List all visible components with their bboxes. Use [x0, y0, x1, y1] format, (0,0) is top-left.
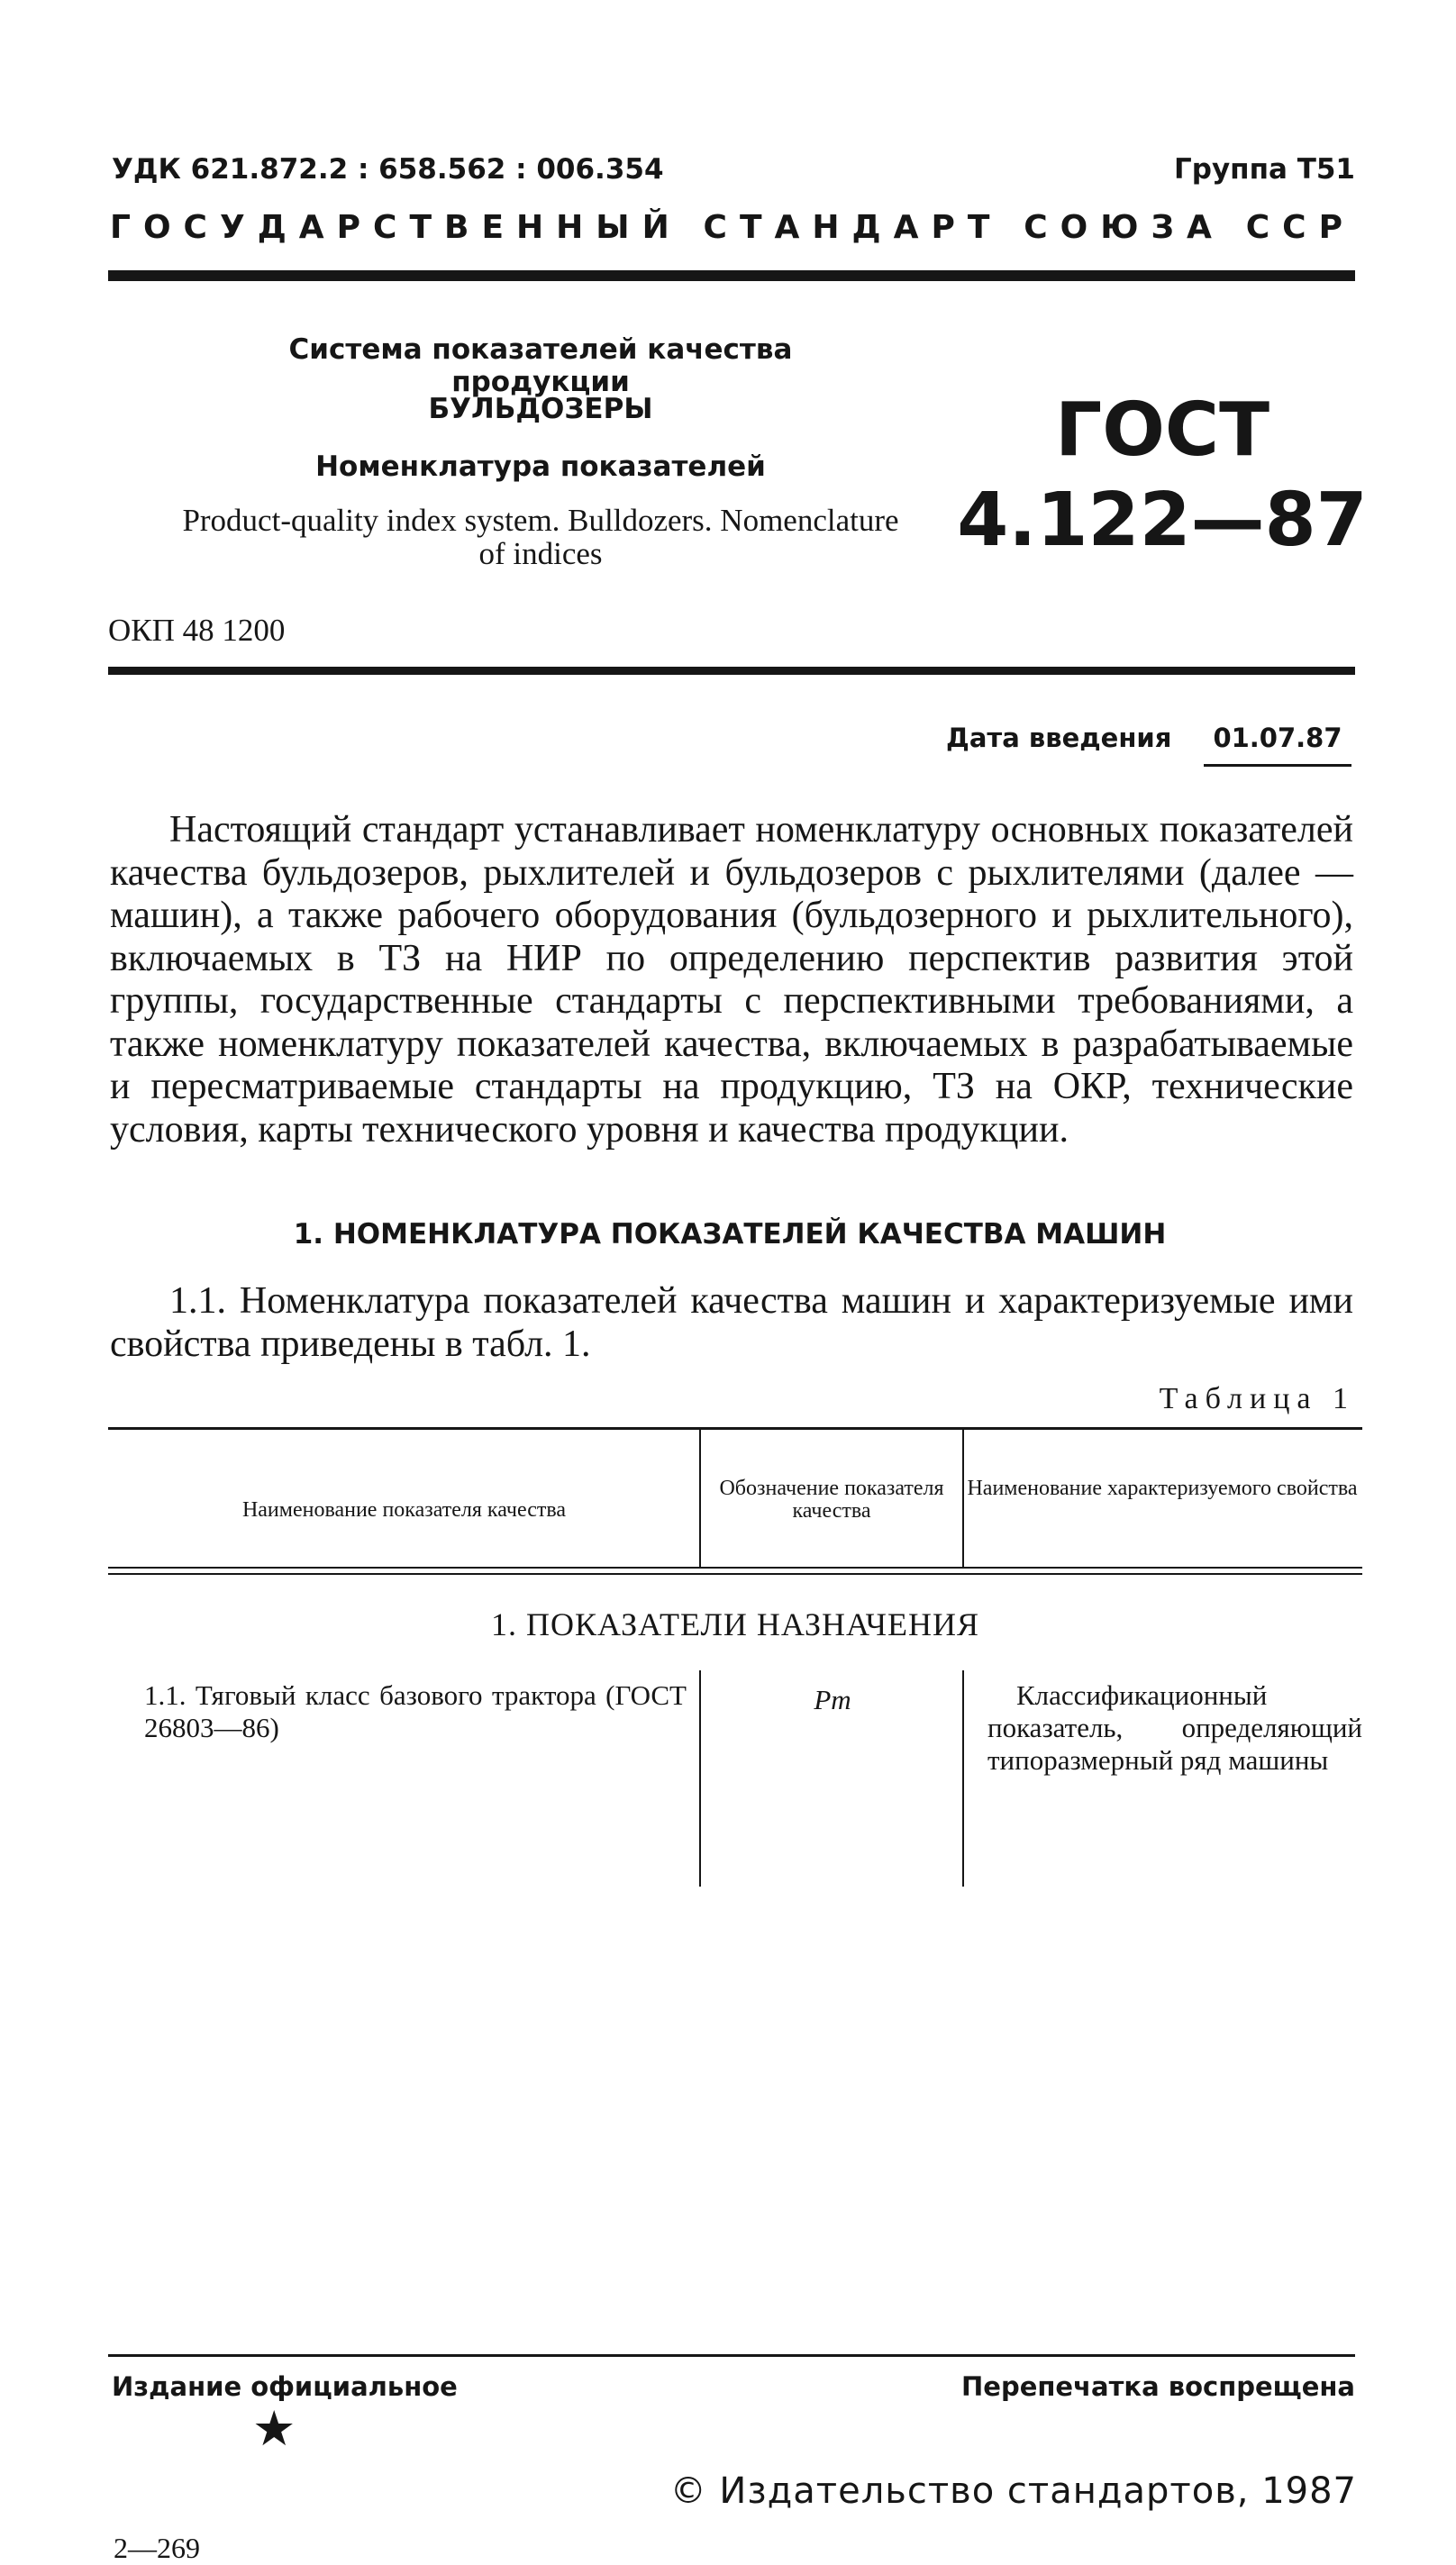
table-row-symbol: Pт: [814, 1684, 851, 1715]
table-caption: Таблица 1: [1159, 1382, 1355, 1415]
english-title: Product-quality index system. Bulldozers. Nomenclature of indices: [182, 503, 899, 571]
column-header-symbol: Обозначение показателя качества: [719, 1477, 944, 1523]
section-heading: 1. НОМЕНКЛАТУРА ПОКАЗАТЕЛЕЙ КАЧЕСТВА МАШИН: [293, 1218, 1167, 1251]
column-header-property: Наименование характеризуемого свойства: [967, 1477, 1358, 1500]
state-standard-word: СОЮЗА: [1024, 209, 1224, 246]
table-top-rule: [108, 1427, 1362, 1430]
header-double-rule: [108, 1567, 1362, 1569]
state-standard-word: ССР: [1245, 209, 1355, 246]
udk-code: УДК 621.872.2 : 658.562 : 006.354: [112, 153, 664, 186]
top-divider: [108, 270, 1355, 281]
intro-paragraph: Настоящий стандарт устанавливает номенклатуру основных показателей качества бульдозеров, рыхлителей и бульдозеров с рыхлителями (далее — машин), а также рабочего оборудования (бульдозерного и рыхлительного), включаемых в ТЗ на НИР по определению перспектив развития этой группы, государственные стандарты с перспективными требованиями, а также номенклатуру показателей качества, включаемых в разрабатываемые и пересматриваемые стандарты на продукцию, ТЗ на ОКР, технические условия, карты технического уровня и качества продукции.: [110, 809, 1353, 1151]
table-row-property: Классификационный показатель, определяющий типоразмерный ряд машины: [987, 1679, 1362, 1776]
page-code: 2—269: [114, 2532, 200, 2564]
header-column-divider: [699, 1430, 701, 1567]
body-column-divider: [962, 1670, 964, 1887]
table-row-name: 1.1. Тяговый класс базового трактора (ГОСТ 26803—86): [144, 1679, 687, 1743]
column-header-name: Наименование показателя качества: [241, 1498, 567, 1522]
reprint-notice: Перепечатка воспрещена: [961, 2371, 1355, 2402]
date-underline: [1204, 764, 1351, 767]
middle-divider: [108, 667, 1355, 675]
state-standard-word: СТАНДАРТ: [703, 209, 1003, 246]
body-column-divider: [699, 1670, 701, 1887]
group-code: Группа Т51: [1174, 153, 1355, 186]
quality-index-table: [108, 1427, 1362, 2193]
gost-number: 4.122—87: [957, 478, 1368, 563]
star-icon: ★: [252, 2402, 296, 2456]
copyright-publisher: © Издательство стандартов, 1987: [669, 2470, 1357, 2512]
state-standard-word: ГОСУДАРСТВЕННЫЙ: [110, 209, 682, 246]
header-double-rule: [108, 1573, 1362, 1575]
date-value: 01.07.87: [1213, 723, 1342, 753]
state-standard-heading: [110, 209, 1355, 246]
paragraph-1-1: 1.1. Номенклатура показателей качества машин и характеризуемые ими свойства приведены в табл. 1.: [110, 1280, 1353, 1365]
official-edition: Издание официальное: [112, 2371, 458, 2402]
product-title: БУЛЬДОЗЕРЫ: [428, 393, 653, 425]
system-title: Система показателей качества продукции: [288, 333, 793, 398]
nomenclature-subtitle: Номенклатура показателей: [315, 450, 766, 483]
footer-divider: [108, 2354, 1355, 2357]
okp-code: ОКП 48 1200: [108, 613, 286, 648]
date-label: Дата введения: [946, 723, 1172, 753]
gost-label: ГОСТ: [1054, 387, 1270, 473]
group-title: 1. ПОКАЗАТЕЛИ НАЗНАЧЕНИЯ: [491, 1606, 979, 1642]
